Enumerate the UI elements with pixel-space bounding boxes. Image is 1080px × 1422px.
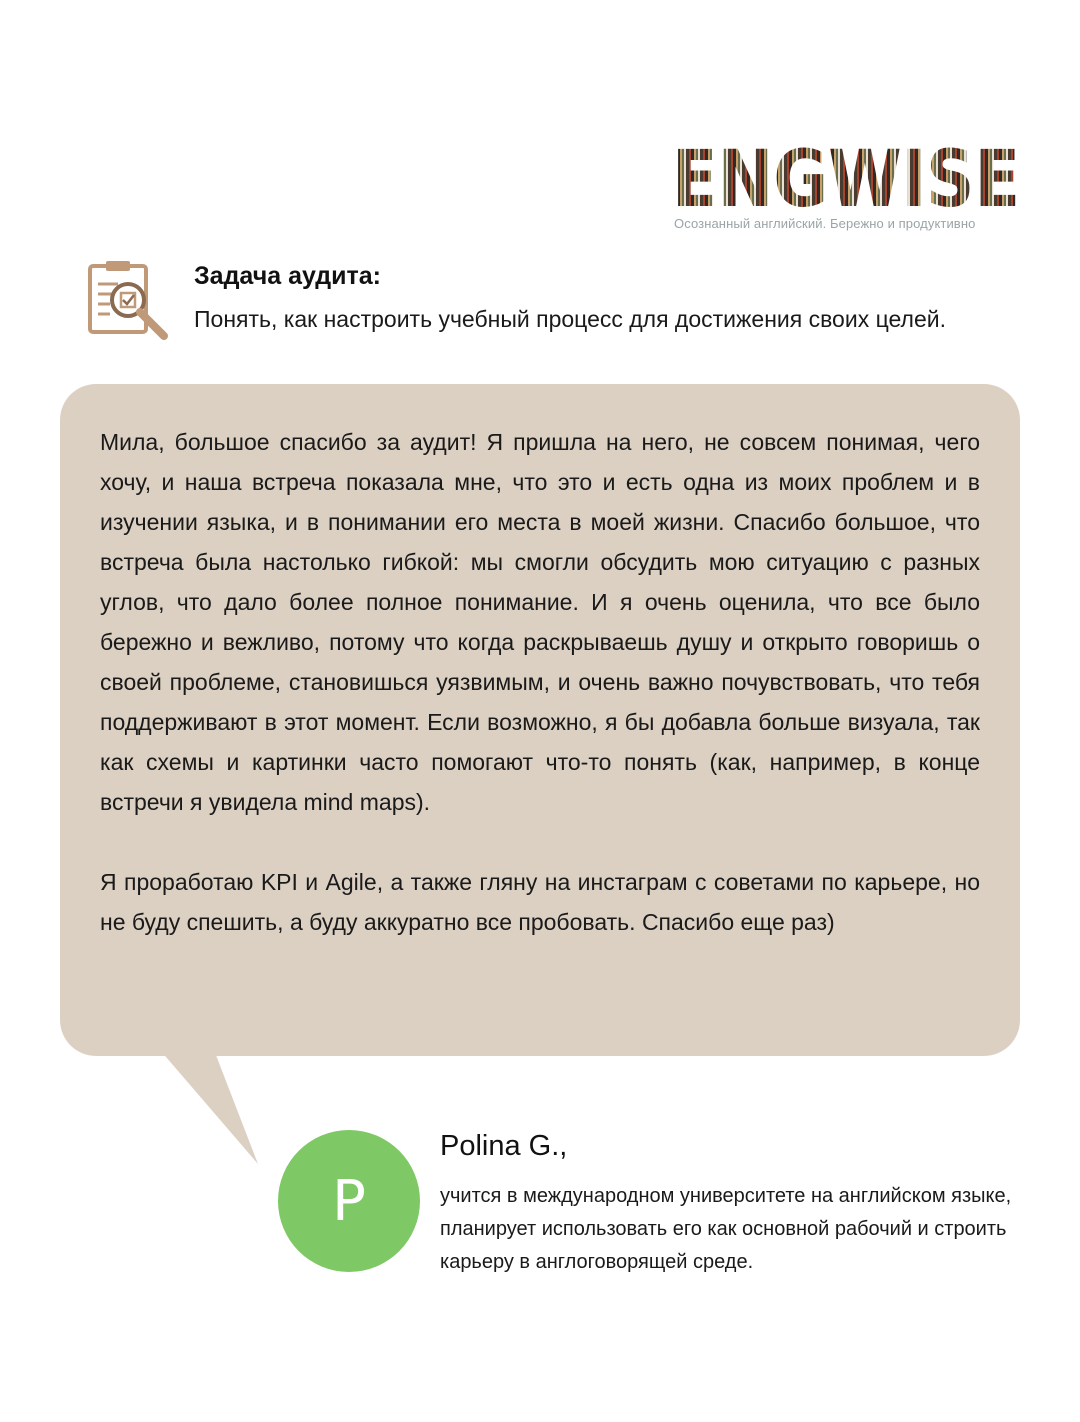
engwise-logo: [672, 142, 1022, 212]
author-name: Polina G.,: [440, 1130, 568, 1162]
review-paragraph: Мила, большое спасибо за аудит! Я пришла на него, не совсем понимая, чего хочу, и наша встреча показала мне, что это и есть одна из моих проблем и в изучении языка, и в понимании его места в моей жизни. Спасибо большое, что встреча была настолько гибкой: мы смогли обсудить мою ситуацию с разных углов, что дало более полное понимание. И я очень оценила, что все было бережно и вежливо, потому что когда раскрываешь душу и открыто говоришь о своей проблеме, становишься уязвимым, и очень важно почувствовать, что тебя поддерживают в этот момент. Если возможно, я бы добавла больше визуала, так как схемы и картинки часто помогают что-то понять (как, например, в конце встречи я увидела mind maps).: [100, 429, 980, 815]
logo-text: ENGWISE: [672, 142, 1020, 212]
avatar-initial: P: [332, 1168, 366, 1234]
task-description: Понять, как настроить учебный процесс для достижения своих целей.: [194, 306, 946, 332]
review-bubble: [60, 384, 1020, 1056]
avatar: [278, 1130, 420, 1272]
audit-clipboard-magnifier-icon: [84, 258, 174, 342]
logo-tagline: Осознанный английский. Бережно и продуктивно: [674, 216, 976, 231]
review-paragraph: Я проработаю KPI и Agile, а также гляну на инстаграм с советами по карьере, но не буду спешить, а буду аккуратно все пробовать. Спасибо еще раз): [100, 869, 980, 935]
author-description: учится в международном университете на английском языке, планирует использовать его как основной рабочий и строить карьеру в англоговорящей среде.: [440, 1185, 1012, 1273]
task-title: Задача аудита:: [194, 262, 381, 290]
